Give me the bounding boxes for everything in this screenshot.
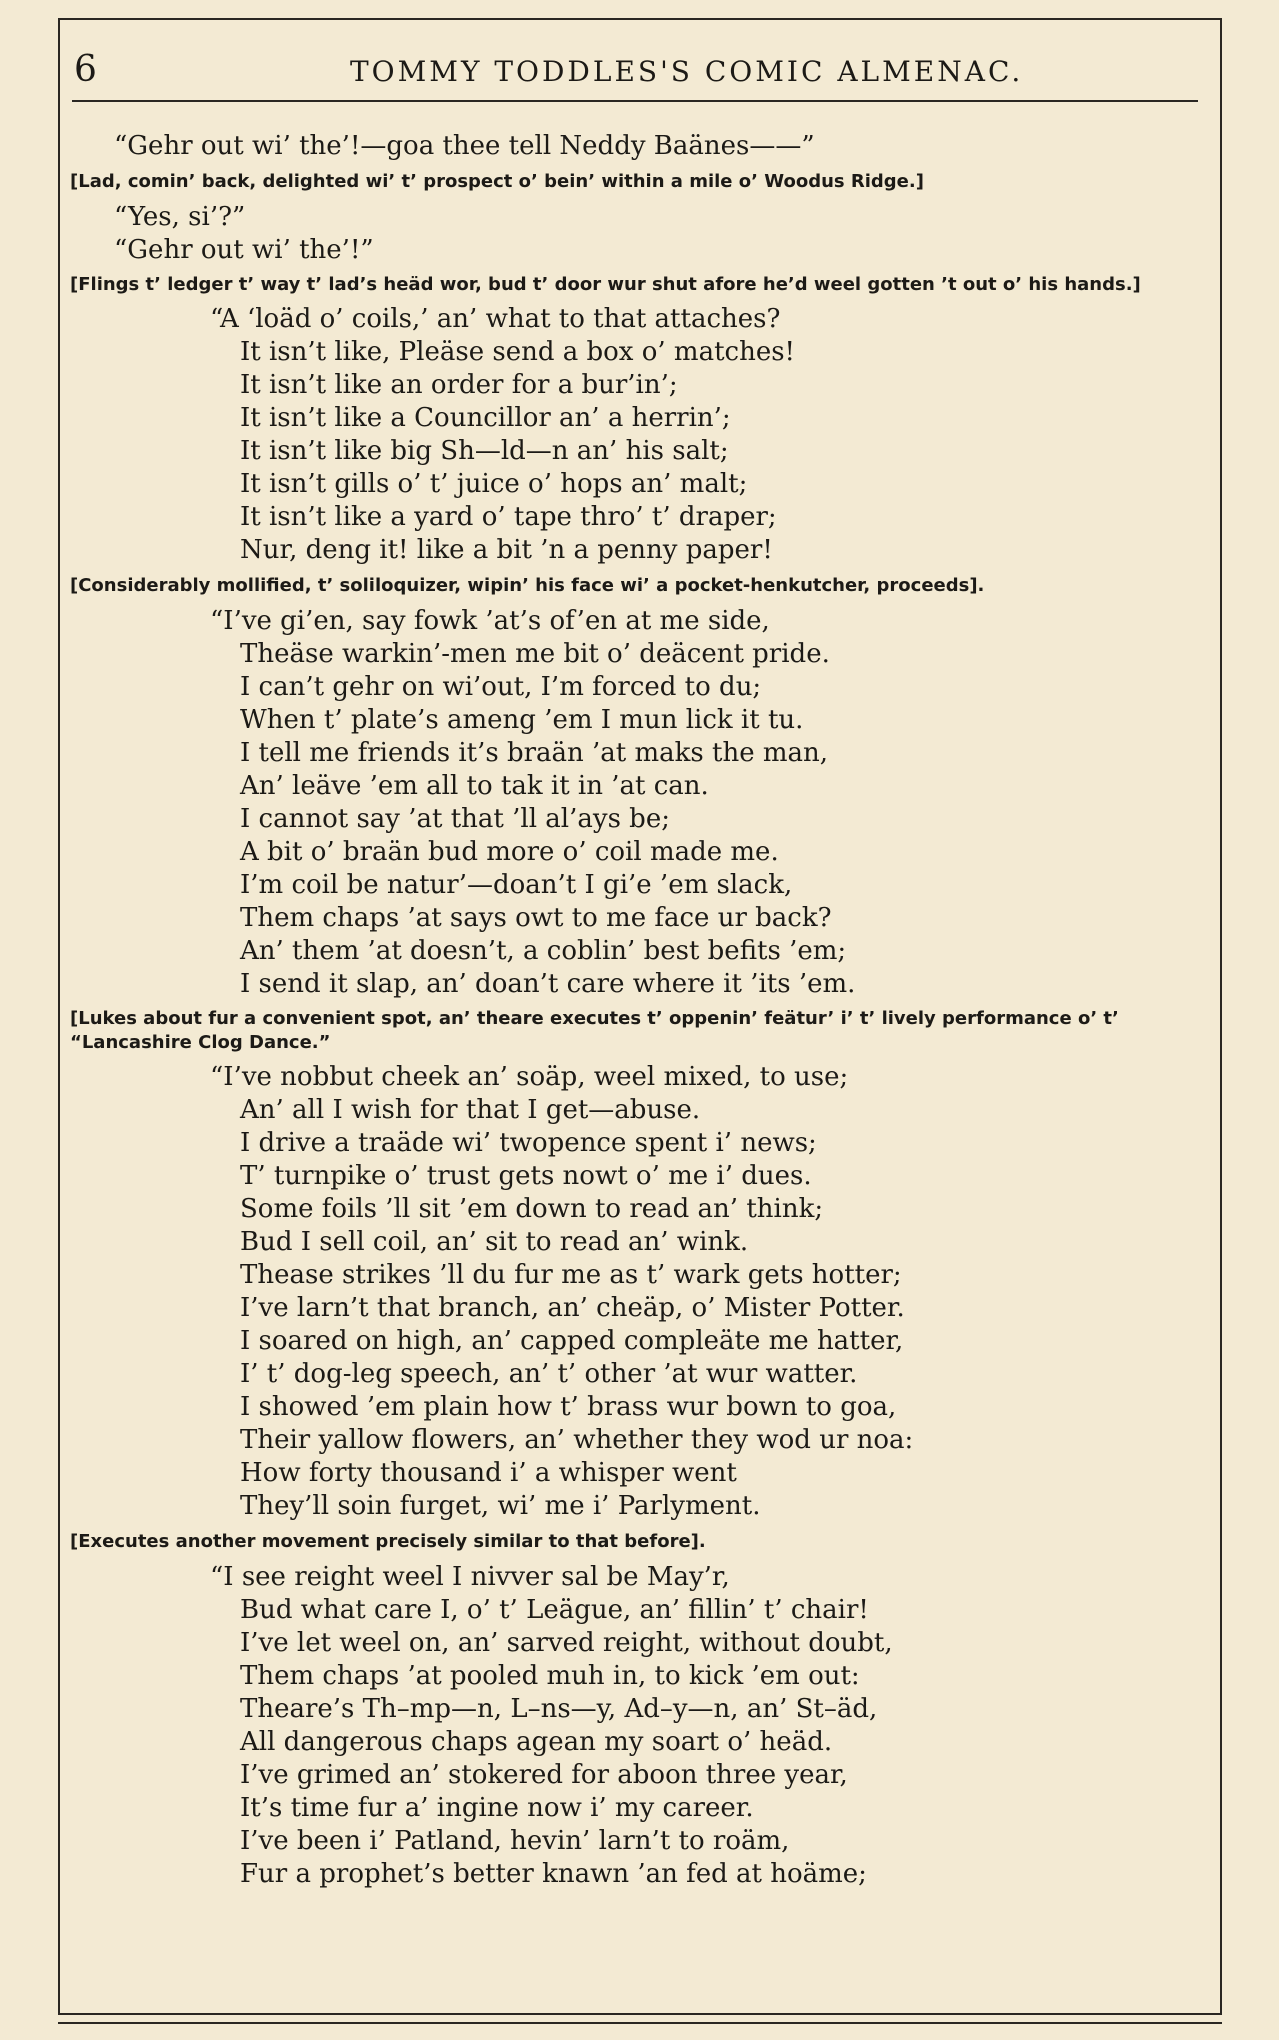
verse-line: When t’ plate’s ameng ’em I mun lick it tu. <box>240 705 804 735</box>
stage-direction: [Considerably mollified, t’ soliloquizer, wipin’ his face wi’ a pocket-henkutcher, proceeds]. <box>70 575 985 596</box>
verse-line: Some foils ’ll sit ’em down to read an’ think; <box>240 1194 824 1224</box>
stage-direction: [Executes another movement precisely similar to that before]. <box>70 1531 706 1552</box>
verse-line: I’ve let weel on, an’ sarved reight, without doubt, <box>240 1628 893 1658</box>
dialogue-line: “Yes, si’?” <box>114 202 246 232</box>
verse-line: Nur, deng it! like a bit ’n a penny paper! <box>240 535 773 565</box>
verse-line: I’m coil be natur’—doan’t I gi’e ’em slack, <box>240 870 793 900</box>
verse-line: I showed ’em plain how t’ brass wur bown to goa, <box>240 1392 897 1422</box>
verse-line: I cannot say ’at that ’ll al’ays be; <box>240 804 670 834</box>
verse-line: I’ t’ dog-leg speech, an’ t’ other ’at wur watter. <box>240 1359 858 1389</box>
verse-stanza <box>70 1561 1210 1891</box>
verse-line: Them chaps ’at says owt to me face ur back? <box>240 903 832 933</box>
verse-line: Bud what care I, o’ t’ Leägue, an’ fillin’ t’ chair! <box>240 1595 869 1625</box>
verse-line: It isn’t like big Sh—ld—n an’ his salt; <box>240 436 729 466</box>
verse-stanza <box>70 605 1210 1001</box>
running-title: TOMMY TODDLES'S COMIC ALMENAC. <box>350 55 1024 88</box>
verse-line: I drive a traäde wi’ twopence spent i’ news; <box>240 1128 817 1158</box>
verse-line: “I’ve gi’en, say fowk ’at’s of’en at me side, <box>210 606 770 636</box>
page-header <box>70 48 1198 98</box>
verse-line: “A ‘loäd o’ coils,’ an’ what to that attaches? <box>210 304 781 334</box>
verse-line: Fur a prophet’s better knawn ’an fed at hoäme; <box>240 1859 867 1889</box>
stage-direction: [Lad, comin’ back, delighted wi’ t’ prospect o’ bein’ within a mile o’ Woodus Ridge.] <box>70 171 924 192</box>
verse-stanza <box>70 1061 1210 1523</box>
verse-line: It isn’t like a Councillor an’ a herrin’; <box>240 403 731 433</box>
page-number: 6 <box>74 49 97 90</box>
verse-line: It isn’t like a yard o’ tape thro’ t’ draper; <box>240 502 777 532</box>
verse-line: Bud I sell coil, an’ sit to read an’ wink. <box>240 1227 749 1257</box>
verse-line: T’ turnpike o’ trust gets nowt o’ me i’ dues. <box>240 1161 812 1191</box>
dialogue-line: “Gehr out wi’ the’!—goa thee tell Neddy Baänes——” <box>114 131 815 161</box>
verse-line: Theäse warkin’-men me bit o’ deäcent pride. <box>240 639 830 669</box>
verse-line: I’ve larn’t that branch, an’ cheäp, o’ Mister Potter. <box>240 1293 905 1323</box>
verse-line: I can’t gehr on wi’out, I’m forced to du; <box>240 672 762 702</box>
verse-line: Them chaps ’at pooled muh in, to kick ’em out: <box>240 1661 860 1691</box>
page-body <box>70 130 1210 1891</box>
verse-line: I’ve been i’ Patland, hevin’ larn’t to roäm, <box>240 1826 790 1856</box>
verse-line: I tell me friends it’s braän ’at maks the man, <box>240 738 829 768</box>
dialogue-line: “Gehr out wi’ the’!” <box>114 235 374 265</box>
verse-line: It isn’t gills o’ t’ juice o’ hops an’ malt; <box>240 469 748 499</box>
verse-line: I soared on high, an’ capped compleäte me hatter, <box>240 1326 904 1356</box>
verse-line: It isn’t like, Pleäse send a box o’ matches! <box>240 337 796 367</box>
verse-line: How forty thousand i’ a whisper went <box>240 1458 737 1488</box>
verse-line: An’ them ’at doesn’t, a coblin’ best befits ’em; <box>240 936 847 966</box>
verse-line: They’ll soin furget, wi’ me i’ Parlyment. <box>240 1491 761 1521</box>
stage-direction: [Lukes about fur a convenient spot, an’ theare executes t’ oppenin’ feätur’ i’ t’ lively performance o’ t’ “Lancashire Clog Dance.” <box>70 1008 1119 1053</box>
verse-line: Their yallow flowers, an’ whether they wod ur noa: <box>240 1425 914 1455</box>
verse-line: A bit o’ braän bud more o’ coil made me. <box>240 837 779 867</box>
verse-line: I’ve grimed an’ stokered for aboon three year, <box>240 1760 848 1790</box>
verse-line: Theare’s Th–mp—n, L–ns—y, Ad–y—n, an’ St–äd, <box>240 1694 878 1724</box>
verse-line: “I see reight weel I nivver sal be May’r, <box>210 1562 730 1592</box>
header-rule <box>72 100 1198 102</box>
bottom-border-rule <box>58 2022 1222 2024</box>
verse-line: “I’ve nobbut cheek an’ soäp, weel mixed, to use; <box>210 1062 849 1092</box>
verse-stanza <box>70 303 1210 567</box>
verse-line: Thease strikes ’ll du fur me as t’ wark gets hotter; <box>240 1260 902 1290</box>
verse-line: An’ all I wish for that I get—abuse. <box>240 1095 701 1125</box>
verse-line: I send it slap, an’ doan’t care where it ’its ’em. <box>240 969 856 999</box>
verse-line: It’s time fur a’ ingine now i’ my career. <box>240 1793 754 1823</box>
verse-line: An’ leäve ’em all to tak it in ’at can. <box>240 771 709 801</box>
stage-direction: [Flings t’ ledger t’ way t’ lad’s heäd wor, bud t’ door wur shut afore he’d weel gotten ’t out o’ his hands.] <box>70 274 1141 295</box>
verse-line: It isn’t like an order for a bur’in’; <box>240 370 678 400</box>
verse-line: All dangerous chaps agean my soart o’ heäd. <box>240 1727 833 1757</box>
